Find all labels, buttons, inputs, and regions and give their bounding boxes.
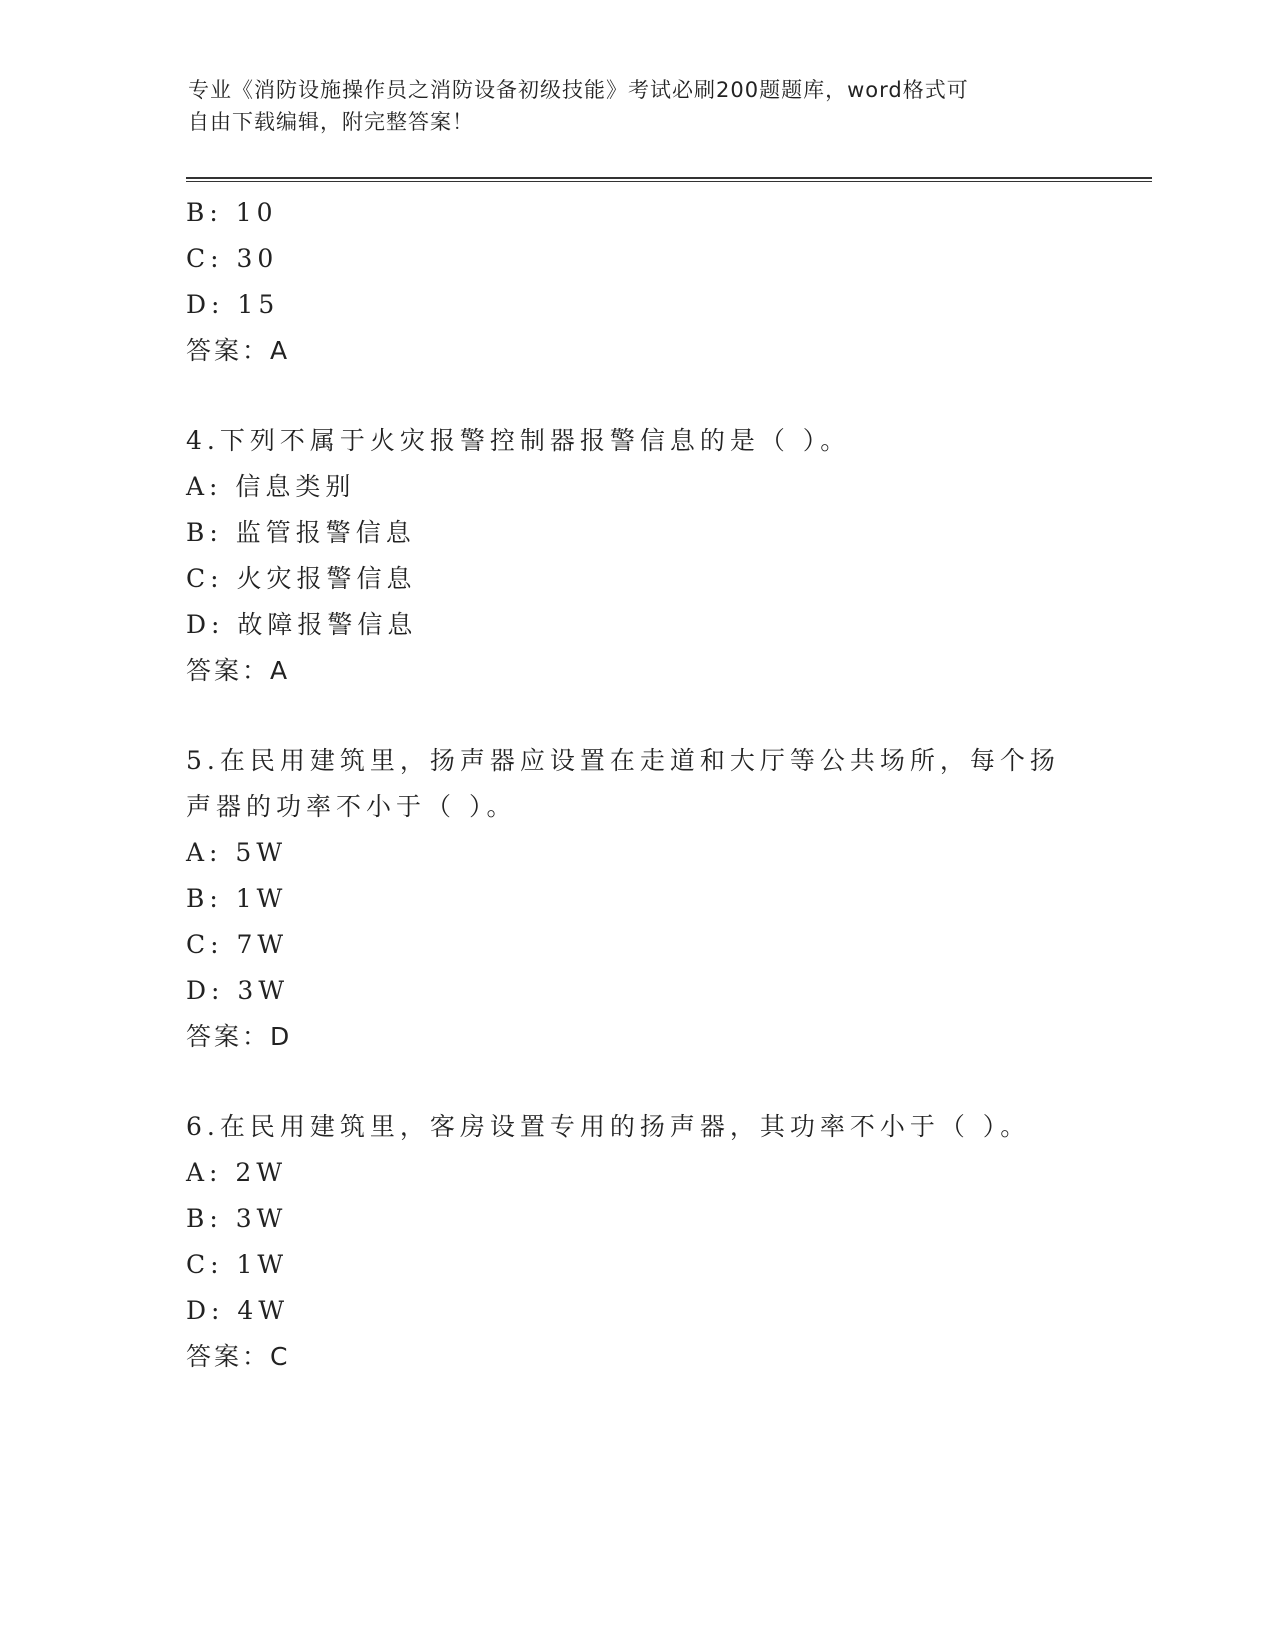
question-text: 6.在民用建筑里，客房设置专用的扬声器，其功率不小于（ ）。 — [186, 1112, 1031, 1141]
question-4 — [186, 418, 1086, 694]
question-6 — [186, 1104, 1086, 1380]
answer-line: 答案：A — [186, 336, 291, 365]
option-b: B: 监管报警信息 — [186, 518, 416, 547]
document-body — [186, 190, 1086, 1380]
answer-line: 答案：C — [186, 1342, 291, 1371]
option-c: C: 火灾报警信息 — [186, 564, 417, 593]
option-d: D: 故障报警信息 — [186, 610, 418, 639]
question-text: 4.下列不属于火灾报警控制器报警信息的是（ ）。 — [186, 426, 851, 455]
option-a: A: 2W — [186, 1158, 288, 1187]
document-header — [188, 74, 1088, 138]
option-d: D: 3W — [186, 976, 290, 1005]
header-line-2: 自由下载编辑，附完整答案！ — [188, 110, 474, 134]
question-5 — [186, 738, 1086, 1060]
option-b: B: 1W — [186, 884, 288, 913]
header-line-1: 专业《消防设施操作员之消防设备初级技能》考试必刷200题题库，word格式可 — [188, 78, 969, 102]
option-b: B: 3W — [186, 1204, 288, 1233]
option-b: B: 10 — [186, 198, 278, 227]
option-a: A: 5W — [186, 838, 288, 867]
option-d: D: 15 — [186, 290, 280, 319]
option-c: C: 1W — [186, 1250, 289, 1279]
option-a: A: 信息类别 — [186, 472, 356, 501]
header-rule-thick — [186, 177, 1152, 179]
continued-question — [186, 190, 1086, 374]
option-c: C: 7W — [186, 930, 289, 959]
option-c: C: 30 — [186, 244, 279, 273]
header-rule-thin — [186, 181, 1152, 182]
option-d: D: 4W — [186, 1296, 290, 1325]
answer-line: 答案：A — [186, 656, 291, 685]
question-text: 5.在民用建筑里，扬声器应设置在走道和大厅等公共场所，每个扬声器的功率不小于（ ）。 — [186, 746, 1060, 821]
answer-line: 答案：D — [186, 1022, 293, 1051]
